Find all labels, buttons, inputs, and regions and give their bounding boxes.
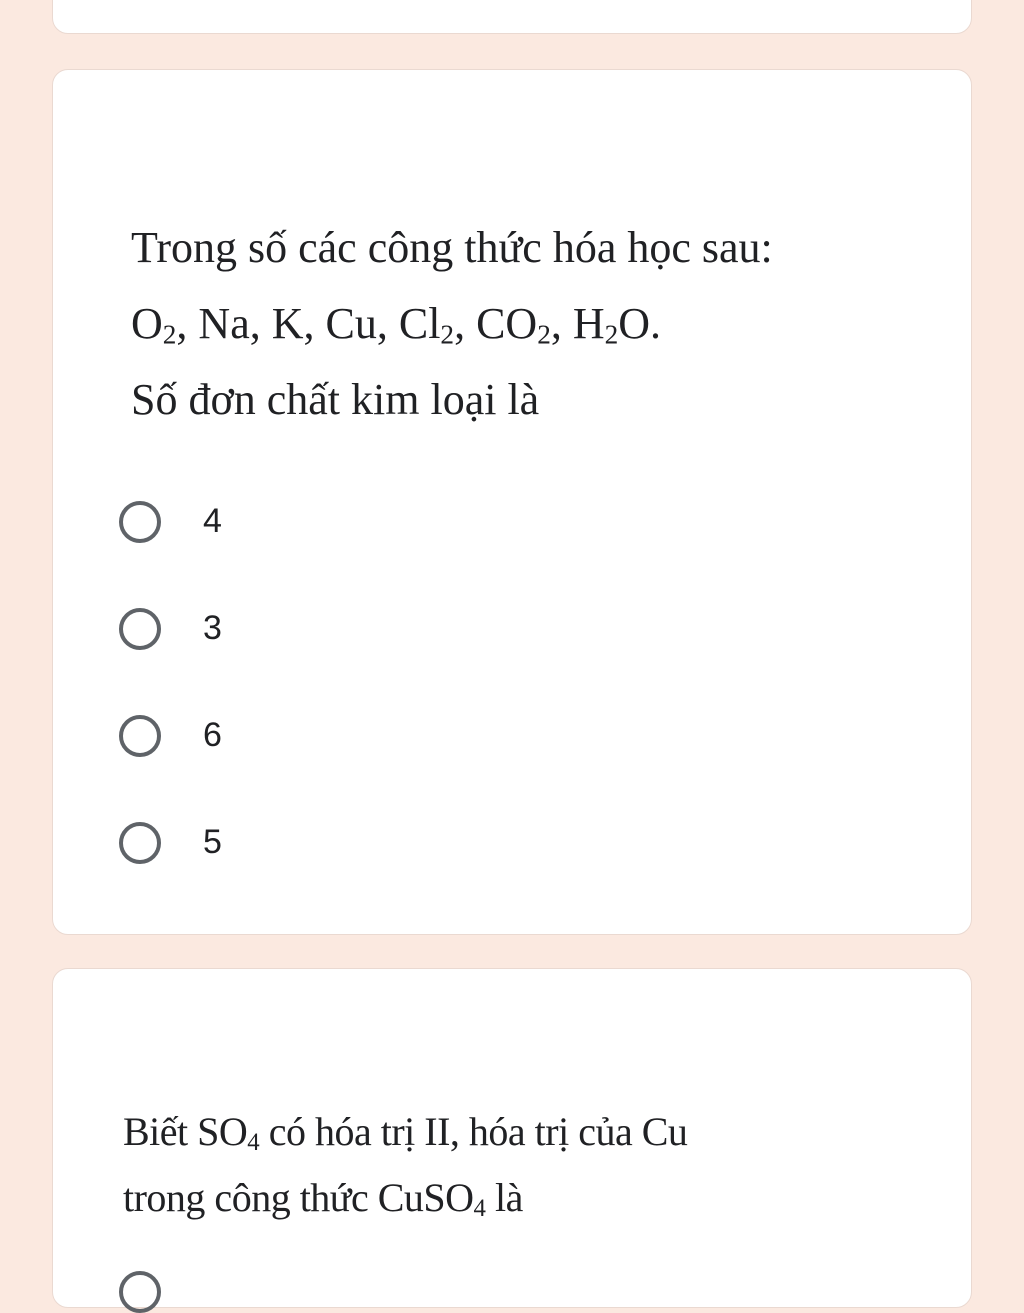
previous-question-card [52,0,972,34]
answer-option[interactable] [119,468,222,575]
question-line: Biết $SO_4$ có hóa trị II, hóa trị của Cu [123,1109,688,1156]
radio-button[interactable] [119,608,161,650]
question-card [52,69,972,935]
question-text [131,210,773,438]
subscript: 2 [162,319,177,350]
subscript: 2 [604,319,619,350]
subscript: 2 [537,319,551,350]
answer-option-label: 5 [203,823,222,861]
subscript: 4 [473,1194,486,1222]
subscript: 2 [440,319,455,350]
question-card [52,968,972,1308]
question-line: Số đơn chất kim loại là [131,375,540,424]
radio-button[interactable] [119,822,161,864]
answer-option[interactable] [119,682,222,789]
question-text [123,1099,687,1231]
radio-button[interactable] [119,501,161,543]
question-line: $O_2$, Na, K, Cu, $Cl_2$, $CO_2$, $H_2O$. [131,299,662,350]
answer-option-label: 6 [203,716,222,754]
question-line: Trong số các công thức hóa học sau: [131,223,773,272]
answer-option-label: 4 [203,502,222,540]
answer-options [119,468,222,896]
answer-option[interactable] [119,575,222,682]
radio-button[interactable] [119,715,161,757]
radio-button[interactable] [119,1271,161,1313]
answer-option[interactable] [119,789,222,896]
question-line: trong công thức CuSO$_4$ là [123,1175,523,1222]
subscript: 4 [247,1128,260,1156]
answer-option-label: 3 [203,609,222,647]
